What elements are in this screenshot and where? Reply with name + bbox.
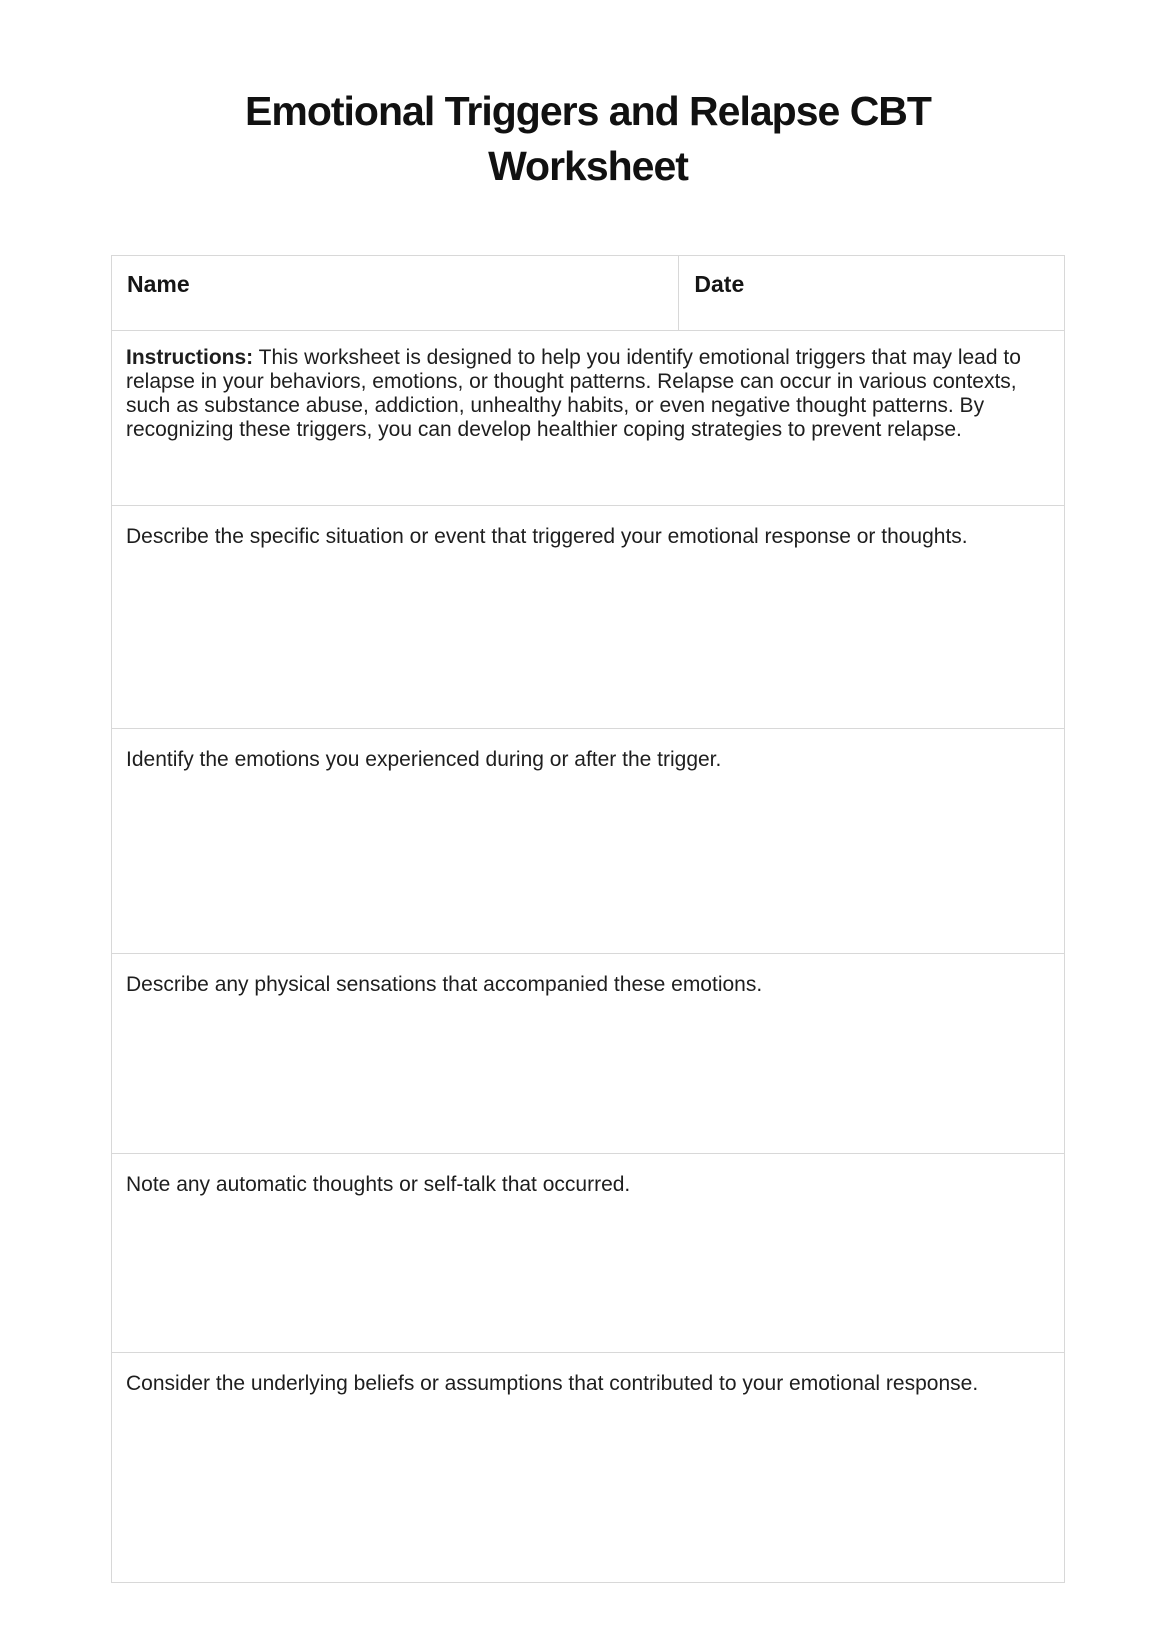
section-row-automatic-thoughts (112, 1154, 1064, 1353)
section-row-emotions (112, 729, 1064, 954)
answer-area[interactable] (126, 998, 1050, 1153)
instructions-text: This worksheet is designed to help you identify emotional triggers that may lead to relapse in your behaviors, emotions, or thought patterns. Relapse can occur in various contexts, such as substance abuse, addiction, unhealthy habits, or even negative thought patterns. By recognizing these triggers, you can develop healthier coping strategies to prevent relapse. (126, 346, 1021, 441)
instructions-row (112, 331, 1064, 506)
answer-area[interactable] (126, 1198, 1050, 1352)
worksheet-table (111, 255, 1065, 1583)
section-prompt: Consider the underlying beliefs or assumptions that contributed to your emotional response. (126, 1372, 979, 1395)
answer-area[interactable] (126, 773, 1050, 953)
section-row-underlying-beliefs (112, 1353, 1064, 1582)
name-label: Name (127, 271, 190, 297)
instructions-label: Instructions: (126, 346, 254, 369)
instructions-paragraph (126, 346, 1050, 442)
section-prompt: Note any automatic thoughts or self-talk that occurred. (126, 1173, 631, 1196)
section-row-physical-sensations (112, 954, 1064, 1154)
name-field[interactable] (112, 256, 679, 330)
answer-area[interactable] (126, 550, 1050, 728)
page-title: Emotional Triggers and Relapse CBT Worksheet (245, 88, 931, 189)
section-prompt: Describe any physical sensations that accompanied these emotions. (126, 973, 763, 996)
date-field[interactable] (679, 256, 1064, 330)
answer-area[interactable] (126, 1397, 1050, 1582)
date-label: Date (694, 271, 745, 297)
name-date-row (112, 256, 1064, 331)
section-prompt: Describe the specific situation or event that triggered your emotional response or thoughts. (126, 525, 968, 548)
section-row-trigger-situation (112, 506, 1064, 729)
section-prompt: Identify the emotions you experienced during or after the trigger. (126, 748, 722, 771)
